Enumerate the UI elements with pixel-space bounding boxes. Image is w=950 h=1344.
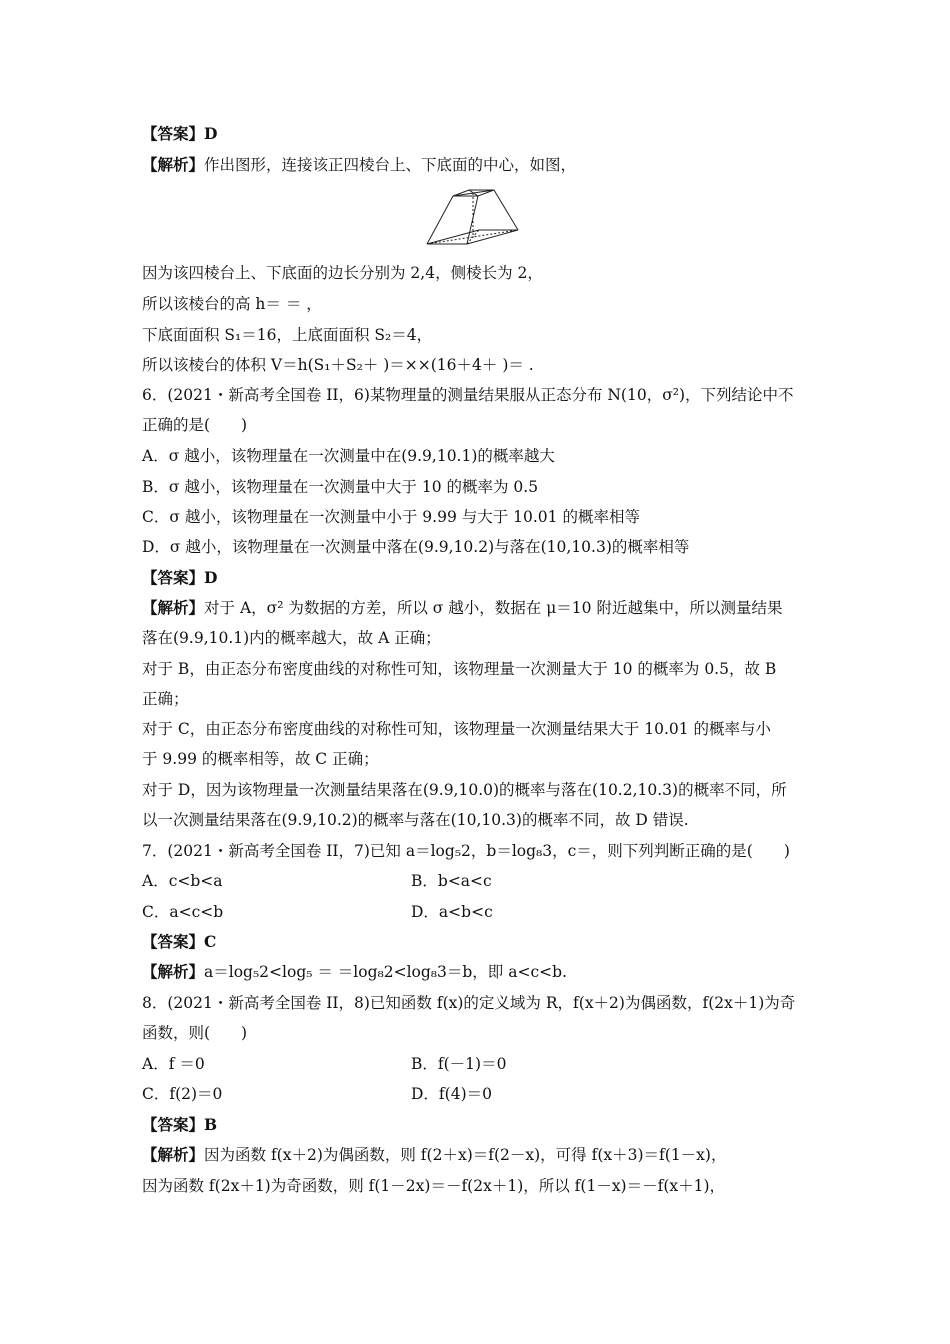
answer-q6: 【答案】D xyxy=(142,568,218,587)
q7-option-c: C．a<c<b xyxy=(142,903,224,921)
q8-option-c: C．f(2)＝0 xyxy=(142,1085,223,1103)
frustum-figure xyxy=(423,186,523,248)
analysis-label: 【解析】 xyxy=(142,962,205,981)
analysis-q6-line4: 正确； xyxy=(142,690,189,708)
analysis-text: 作出图形，连接该正四棱台上、下底面的中心，如图， xyxy=(204,156,577,174)
analysis-label: 【解析】 xyxy=(142,155,205,174)
analysis-q6-line5: 对于 C，由正态分布密度曲线的对称性可知，该物理量一次测量结果大于 10.01 的概率与小 xyxy=(142,720,772,738)
q8-option-b: B．f(－1)＝0 xyxy=(411,1055,507,1073)
answer-q7: 【答案】C xyxy=(142,932,217,951)
analysis-label: 【解析】 xyxy=(142,1145,205,1164)
analysis-q8-line1 xyxy=(142,1145,726,1165)
analysis-q6-line2: 落在(9.9,10.1)内的概率越大，故 A 正确； xyxy=(142,629,441,647)
analysis-q5-line1 xyxy=(142,155,576,175)
q6-option-d: D．σ 越小，该物理量在一次测量中落在(9.9,10.2)与落在(10,10.3)的概率相等 xyxy=(142,538,690,556)
analysis-q5-line4: 下底面面积 S₁＝16，上底面面积 S₂＝4， xyxy=(142,326,433,344)
q8-stem-line1: 8．(2021・新高考全国卷 II，8)已知函数 f(x)的定义域为 R，f(x＋2)为偶函数，f(2x＋1)为奇 xyxy=(142,994,796,1012)
answer-q5: 【答案】D xyxy=(142,124,218,143)
analysis-q6-line3: 对于 B，由正态分布密度曲线的对称性可知，该物理量一次测量大于 10 的概率为 0.5，故 B xyxy=(142,660,777,678)
q6-stem-line2: 正确的是( ) xyxy=(142,416,248,434)
q8-stem-line2: 函数，则( ) xyxy=(142,1024,248,1042)
analysis-q8-line2: 因为函数 f(2x＋1)为奇函数，则 f(1－2x)＝－f(2x＋1)，所以 f(1－x)＝－f(x＋1)， xyxy=(142,1177,726,1195)
analysis-q5-line3: 所以该棱台的高 h＝ ＝ ， xyxy=(142,295,322,313)
analysis-text: a＝log₅2<log₅ ＝ ＝log₈2<log₈3＝b，即 a<c<b. xyxy=(204,963,567,981)
analysis-q7-line1 xyxy=(142,962,567,982)
q8-option-d: D．f(4)＝0 xyxy=(411,1085,492,1103)
analysis-q6-line6: 于 9.99 的概率相等，故 C 正确； xyxy=(142,750,379,768)
analysis-q5-line2: 因为该四棱台上、下底面的边长分别为 2,4，侧棱长为 2， xyxy=(142,264,543,282)
q6-option-a: A．σ 越小，该物理量在一次测量中在(9.9,10.1)的概率越大 xyxy=(142,447,555,465)
analysis-q5-line5: 所以该棱台的体积 V＝h(S₁＋S₂＋ )＝××(16＋4＋ )＝ . xyxy=(142,356,534,374)
q6-option-c: C．σ 越小，该物理量在一次测量中小于 9.99 与大于 10.01 的概率相等 xyxy=(142,508,640,526)
analysis-text: 对于 A，σ² 为数据的方差，所以 σ 越小，数据在 μ＝10 附近越集中，所以测量结果 xyxy=(204,599,783,617)
q8-option-a: A．f ＝0 xyxy=(142,1055,205,1073)
analysis-label: 【解析】 xyxy=(142,598,205,617)
analysis-q6-line8: 以一次测量结果落在(9.9,10.2)的概率与落在(10,10.3)的概率不同，故 D 错误. xyxy=(142,811,689,829)
q7-option-b: B．b<a<c xyxy=(411,872,492,890)
q7-stem: 7．(2021・新高考全国卷 II，7)已知 a＝log₅2，b＝log₈3，c＝，则下列判断正确的是( ) xyxy=(142,842,790,860)
q7-option-d: D．a<b<c xyxy=(411,903,493,921)
answer-q8: 【答案】B xyxy=(142,1115,218,1134)
analysis-q6-line1 xyxy=(142,598,782,618)
q7-option-a: A．c<b<a xyxy=(142,872,223,890)
analysis-text: 因为函数 f(x＋2)为偶函数，则 f(2＋x)＝f(2－x)，可得 f(x＋3)＝f(1－x)， xyxy=(204,1146,727,1164)
q6-option-b: B．σ 越小，该物理量在一次测量中大于 10 的概率为 0.5 xyxy=(142,478,539,496)
q6-stem-line1: 6．(2021・新高考全国卷 II，6)某物理量的测量结果服从正态分布 N(10，σ²)，下列结论中不 xyxy=(142,386,794,404)
analysis-q6-line7: 对于 D，因为该物理量一次测量结果落在(9.9,10.0)的概率与落在(10.2,10.3)的概率不同，所 xyxy=(142,781,787,799)
